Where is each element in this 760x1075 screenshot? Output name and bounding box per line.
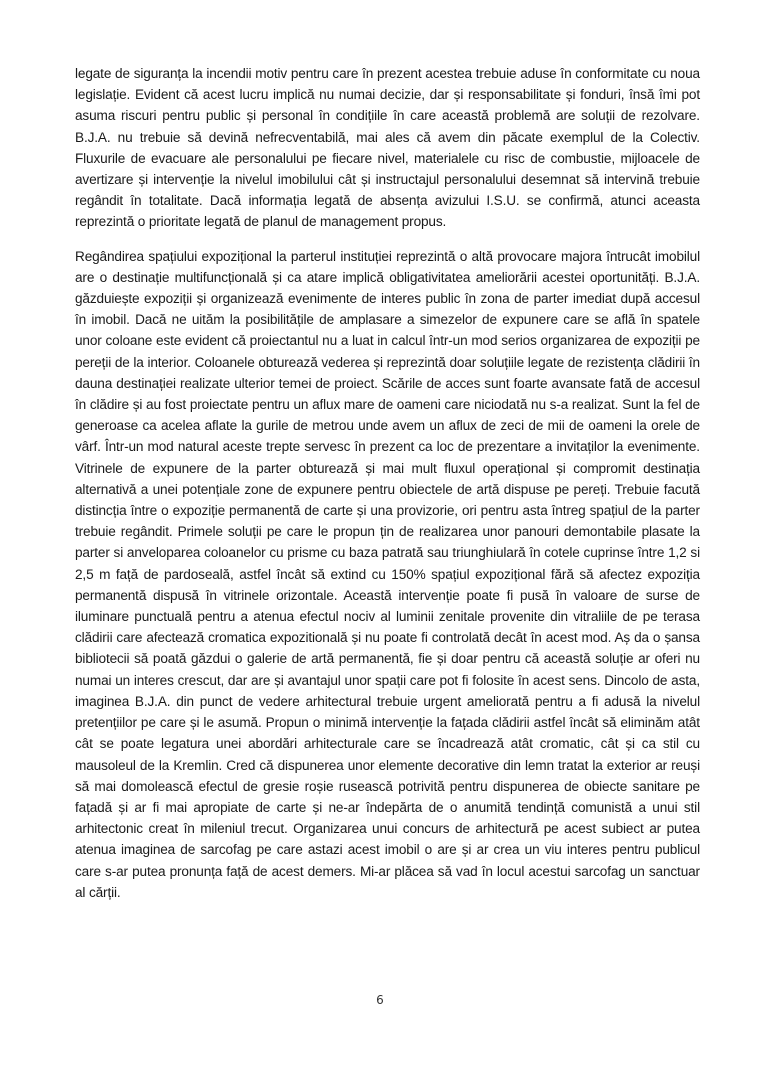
paragraph-fire-safety: legate de siguranța la incendii motiv pentru care în prezent acestea trebuie aduse în conformitate cu noua legislație. Evident că acest lucru implică nu numai decizie, dar și responsabilitate și fonduri, însă îmi pot asuma riscuri pentru public și personal în condițiile în care această problemă are soluții de rezolvare. B.J.A. nu trebuie să devină nefrecventabilă, mai ales că avem din păcate exemplul de la Colectiv. Fluxurile de evacuare ale personalului pe fiecare nivel, materialele cu risc de combustie, mijloacele de avertizare și intervenție la nivelul imobilului cât și instructajul personalului desemnat să intervină trebuie regândit în totalitate. Dacă informația legată de absența avizului I.S.U. se confirmă, atunci aceasta reprezintă o prioritate legată de planul de management propus.: [75, 66, 700, 231]
paragraph-exhibition-space: Regândirea spațiului expozițional la parterul instituției reprezintă o altă provocare majora întrucât imobilul are o destinație multifuncțională și ca atare implică obligativitatea ameliorării acestei oportunități. B.J.A. găzduiește expoziții și organizează evenimente de interes public în zona de parter imediat după accesul în imobil. Dacă ne uităm la posibilitățile de amplasare a simezelor de expunere care se află în spatele unor coloane este evident că proiectantul nu a luat in calcul într-un mod serios organizarea de expoziții pe pereții de la interior. Coloanele obturează vederea și reprezintă doar soluțiile legate de rezistența clădirii în dauna destinației realizate ulterior temei de proiect. Scările de acces sunt foarte avansate fată de accesul în clădire și au fost proiectate pentru un aflux mare de oameni care niciodată nu s-a realizat. Sunt la fel de generoase ca acelea aflate la gurile de metrou unde avem un aflux de zeci de mii de oameni la orele de vârf. Într-un mod natural aceste trepte servesc în prezent ca loc de prezentare a invitaților la evenimente. Vitrinele de expunere de la parter obturează și mai mult fluxul operațional și compromit destinația alternativă a unei potențiale zone de expunere pentru obiectele de artă dispuse pe pereți. Trebuie facută distincția între o expoziție permanentă de carte și una provizorie, ori pentru asta întreg spațiul de la parter trebuie regândit. Primele soluții pe care le propun țin de realizarea unor panouri demontabile plasate la parter si anveloparea coloanelor cu prisme cu baza patrată sau triunghiulară în cotele cuprinse între 1,2 si 2,5 m față de pardoseală, astfel încât să extind cu 150% spațiul expozițional fără să afectez expoziția permanentă dispusă în vitrinele orizontale. Această intervenție poate fi pusă în valoare de surse de iluminare punctuală pentru a atenua efectul nociv al luminii zenitale provenite din vitraliile de pe terasa clădirii care afectează cromatica expozitională și nu poate fi controlată decât în acest mod. Aș da o șansa bibliotecii să poată găzdui o galerie de artă permanentă, fie și doar pentru că această soluție ar oferi nu numai un interes crescut, dar are și avantajul unor spații care pot fi folosite în acest sens. Dincolo de asta, imaginea B.J.A. din punct de vedere arhitectural trebuie urgent ameliorată pentru a fi adusă la nivelul pretențiilor pe care și le asumă. Propun o minimă intervenție la fațada clădirii astfel încât să eliminăm atât cât se poate legatura unei abordări arhitecturale care se încadrează atât cromatic, cât și ca stil cu mausoleul de la Kremlin. Cred că dispunerea unor elemente decorative din lemn tratat la exterior ar reuși să mai domolească efectul de gresie roșie rusească potrivită pentru dispunerea de obiecte sanitare pe fațadă și ar fi mai apropiate de carte și ne-ar îndepărta de o anumită tendință comunistă a unui stil arhitectonic creat în mileniul trecut. Organizarea unui concurs de arhitectură pe acest subiect ar putea atenua imaginea de sarcofag pe care astazi acest imobil o are și ar crea un viu interes pentru publicul care s-ar putea pronunța față de acest demers. Mi-ar plăcea să vad în locul acestui sarcofag un sanctuar al cărții.: [75, 248, 700, 901]
document-page: [75, 64, 700, 917]
page-number: 6: [376, 993, 384, 1007]
